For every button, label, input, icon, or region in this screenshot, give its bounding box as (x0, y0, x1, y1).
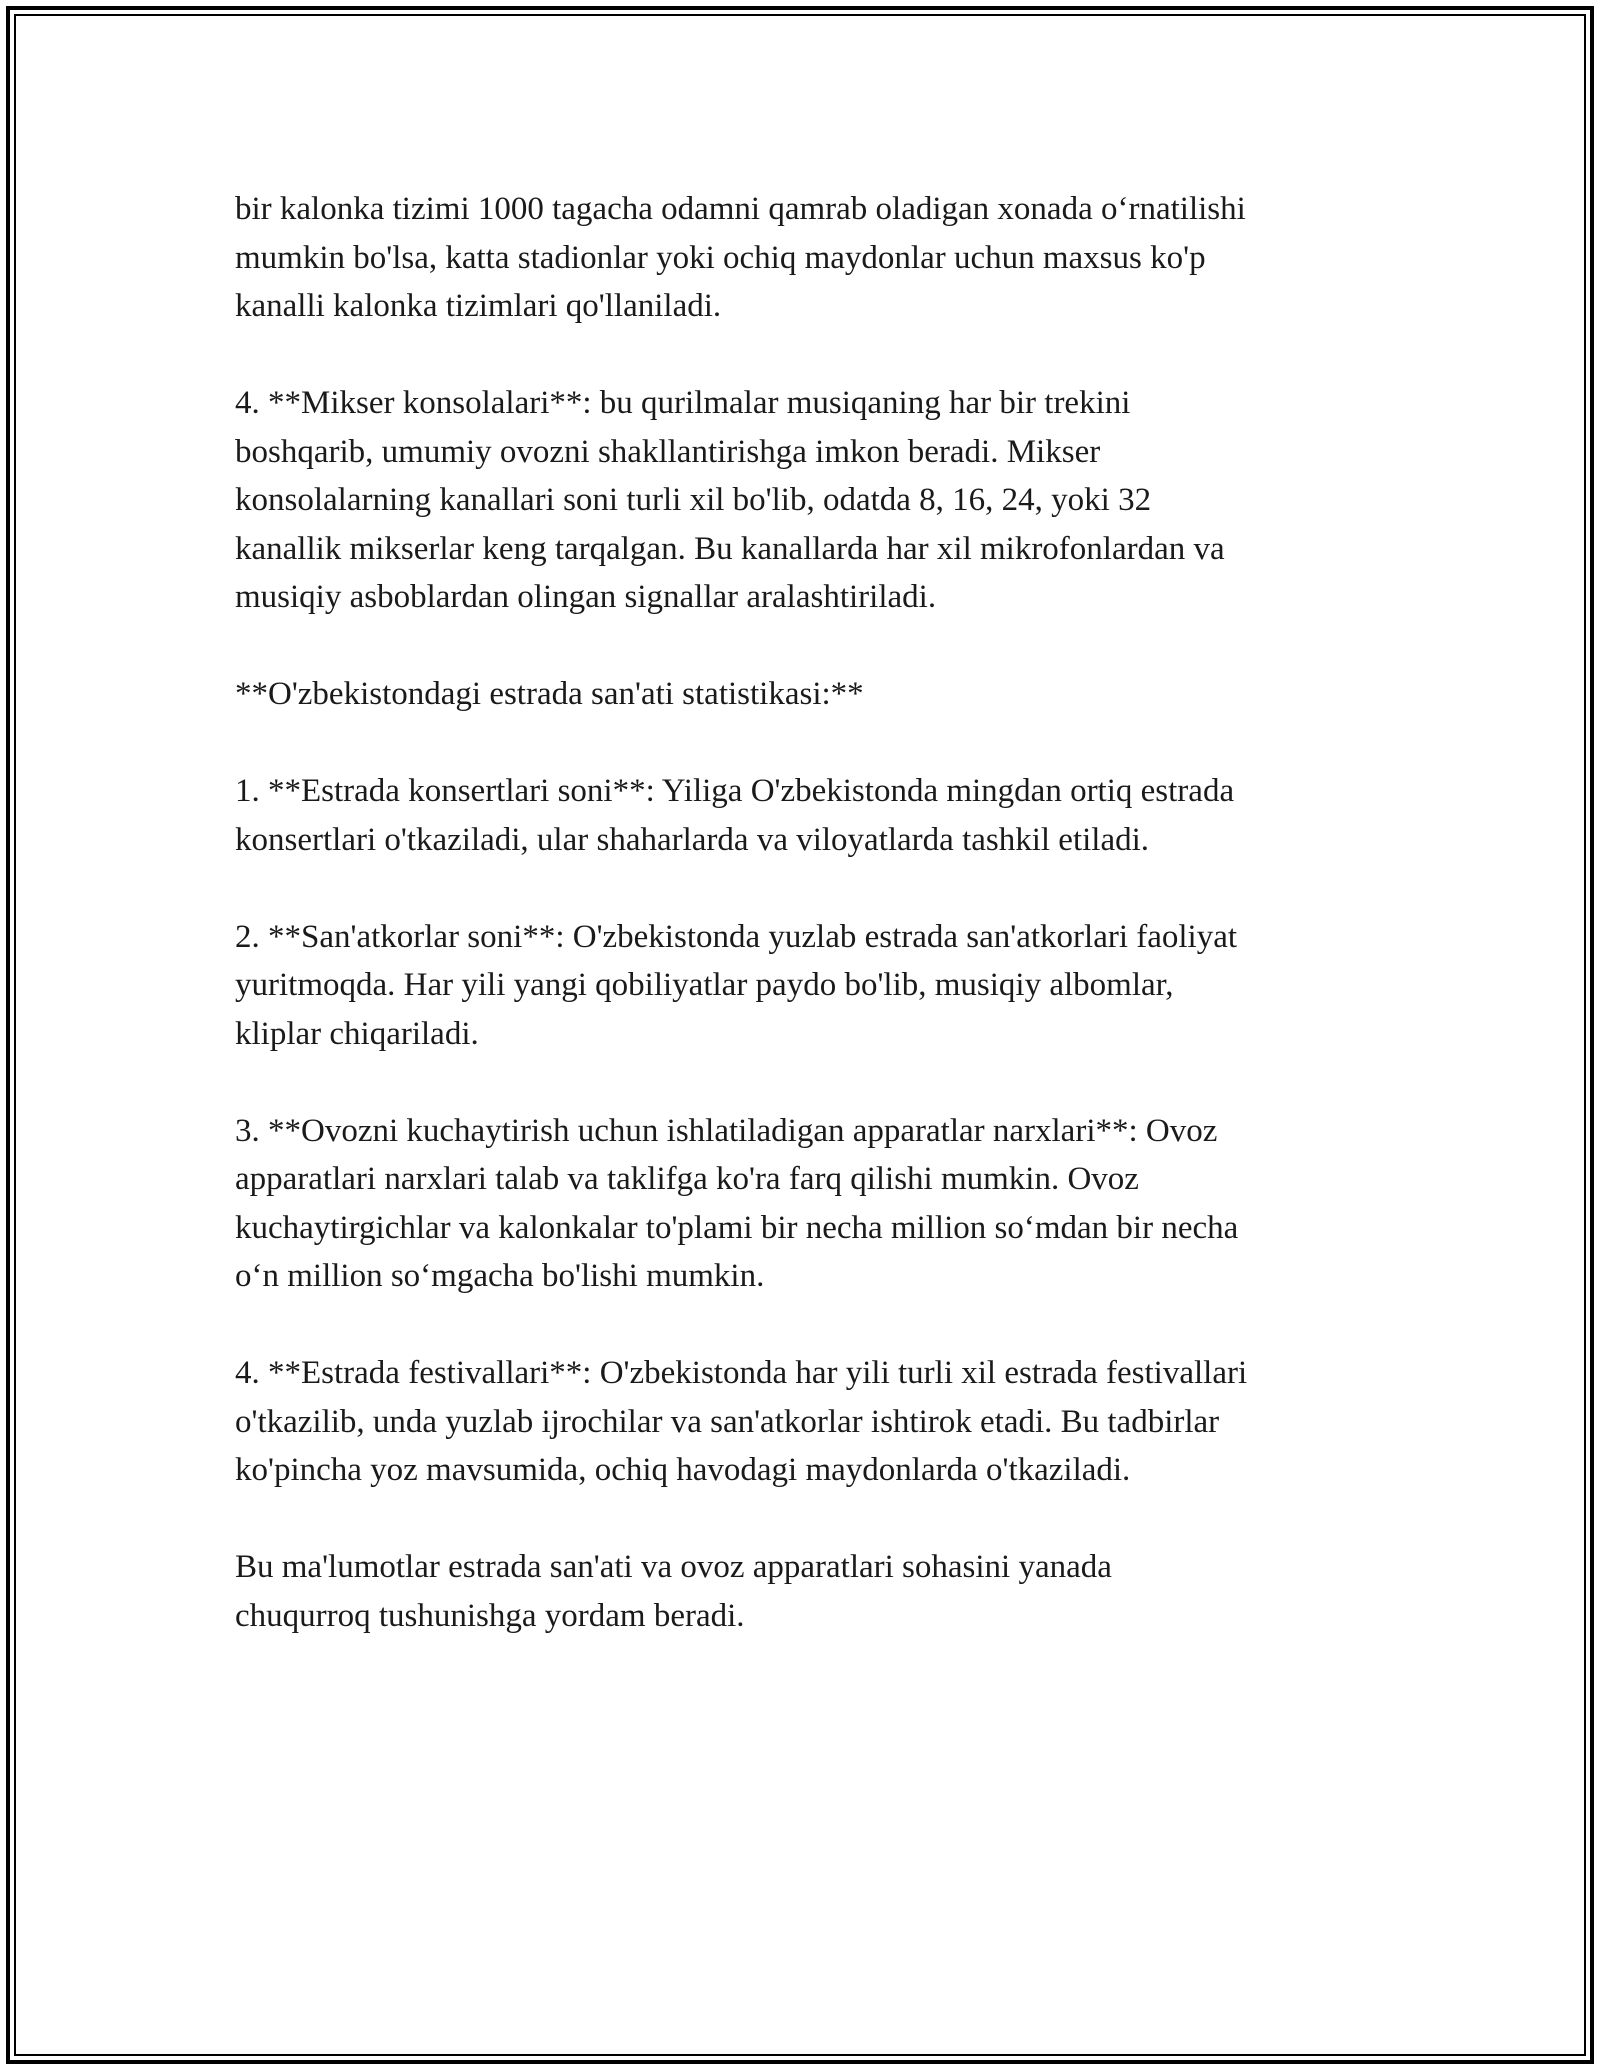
paragraph-conclusion: Bu ma'lumotlar estrada san'ati va ovoz apparatlari sohasini yanada chuqurroq tushunishga yordam beradi. (235, 1549, 1112, 1634)
paragraph-festivals: 4. **Estrada festivallari**: O'zbekistonda har yili turli xil estrada festivallari o'tkazilib, unda yuzlab ijrochilar va san'atkorlar ishtirok etadi. Bu tadbirlar ko'pincha yoz mavsumida, ochiq havodagi maydonlarda o'tkaziladi. (235, 1355, 1248, 1488)
paragraph-artist-count: 2. **San'atkorlar soni**: O'zbekistonda yuzlab estrada san'atkorlari faoliyat yuritmoqda. Har yili yangi qobiliyatlar paydo bo'lib, musiqiy albomlar, kliplar chiqariladi. (235, 918, 1238, 1052)
paragraph-concert-count: 1. **Estrada konsertlari soni**: Yiliga O'zbekistonda mingdan ortiq estrada konsertlari o'tkaziladi, ular shaharlarda va viloyatlarda tashkil etiladi. (235, 773, 1235, 858)
paragraph-speaker-systems: bir kalonka tizimi 1000 tagacha odamni qamrab oladigan xonada o‘rnatilishi mumkin bo'lsa, katta stadionlar yoki ochiq maydonlar uchun maxsus ko'p kanalli kalonka tizimlari qo'llaniladi. (235, 191, 1246, 324)
paragraph-equipment-prices: 3. **Ovozni kuchaytirish uchun ishlatiladigan apparatlar narxlari**: Ovoz apparatlari narxlari talab va taklifga ko'ra farq qilishi mumkin. Ovoz kuchaytirgichlar va kalonkalar to'plami bir necha million so‘mdan bir necha o‘n million so‘mgacha bo'lishi mumkin. (235, 1112, 1239, 1294)
paragraph-mixer-consoles: 4. **Mikser konsolalari**: bu qurilmalar musiqaning har bir trekini boshqarib, umumiy ovozni shakllantirishga imkon beradi. Mikser konsolalarning kanallari soni turli xil bo'lib, odatda 8, 16, 24, yoki 32 kanallik mikserlar keng tarqalgan. Bu kanallarda har xil mikrofonlardan va musiqiy asboblardan olingan signallar aralashtiriladi. (235, 385, 1225, 615)
document-body (235, 185, 1365, 1640)
section-heading-statistics: **O'zbekistondagi estrada san'ati statistikasi:** (235, 676, 864, 712)
